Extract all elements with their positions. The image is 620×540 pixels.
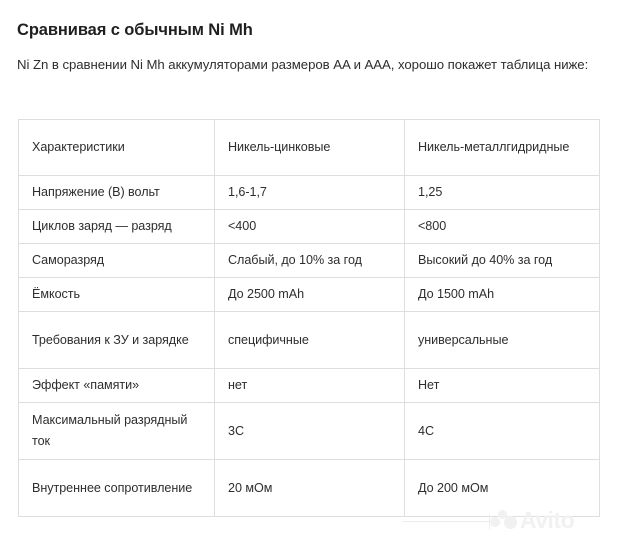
cell-nickel-metal-hydride: универсальные [405, 312, 600, 369]
row-label: Эффект «памяти» [19, 369, 215, 403]
row-label: Циклов заряд — разряд [19, 210, 215, 244]
table-row [19, 244, 600, 278]
row-label: Внутреннее сопротивление [19, 460, 215, 517]
cell-nickel-zinc: 3C [215, 403, 405, 460]
table-row [19, 176, 600, 210]
cell-nickel-metal-hydride: Высокий до 40% за год [405, 244, 600, 278]
watermark-rule [402, 521, 494, 522]
page-title: Сравнивая с обычным Ni Mh [17, 21, 253, 40]
table-header [19, 120, 600, 176]
table-row [19, 210, 600, 244]
column-header-nickel-zinc: Никель-цинковые [215, 120, 405, 176]
table-body [19, 176, 600, 517]
row-label: Напряжение (В) вольт [19, 176, 215, 210]
cell-nickel-zinc: Слабый, до 10% за год [215, 244, 405, 278]
cell-nickel-zinc: специфичные [215, 312, 405, 369]
row-label: Ёмкость [19, 278, 215, 312]
cell-nickel-metal-hydride: 1,25 [405, 176, 600, 210]
row-label: Максимальный разрядный ток [19, 403, 215, 460]
row-label: Саморазряд [19, 244, 215, 278]
watermark-tick [489, 515, 490, 529]
cell-nickel-metal-hydride: До 1500 mAh [405, 278, 600, 312]
table-row [19, 278, 600, 312]
cell-nickel-metal-hydride: 4C [405, 403, 600, 460]
table-row [19, 460, 600, 517]
cell-nickel-zinc: 20 мОм [215, 460, 405, 517]
comparison-table [18, 119, 600, 517]
logo-dot [504, 516, 517, 529]
table-row [19, 312, 600, 369]
table-row [19, 403, 600, 460]
intro-paragraph: Ni Zn в сравнении Ni Mh аккумуляторами размеров AA и AAA, хорошо покажет таблица ниже: [17, 57, 589, 73]
cell-nickel-metal-hydride: До 200 мОм [405, 460, 600, 517]
cell-nickel-metal-hydride: <800 [405, 210, 600, 244]
cell-nickel-zinc: нет [215, 369, 405, 403]
table-header-row [19, 120, 600, 176]
column-header-nickel-metal-hydride: Никель-металлгидридные [405, 120, 600, 176]
row-label: Требования к ЗУ и зарядке [19, 312, 215, 369]
cell-nickel-zinc: До 2500 mAh [215, 278, 405, 312]
column-header-characteristics: Характеристики [19, 120, 215, 176]
cell-nickel-metal-hydride: Нет [405, 369, 600, 403]
cell-nickel-zinc: <400 [215, 210, 405, 244]
cell-nickel-zinc: 1,6-1,7 [215, 176, 405, 210]
watermark-label: Avito [520, 507, 575, 533]
table-row [19, 369, 600, 403]
logo-dot [490, 517, 500, 527]
